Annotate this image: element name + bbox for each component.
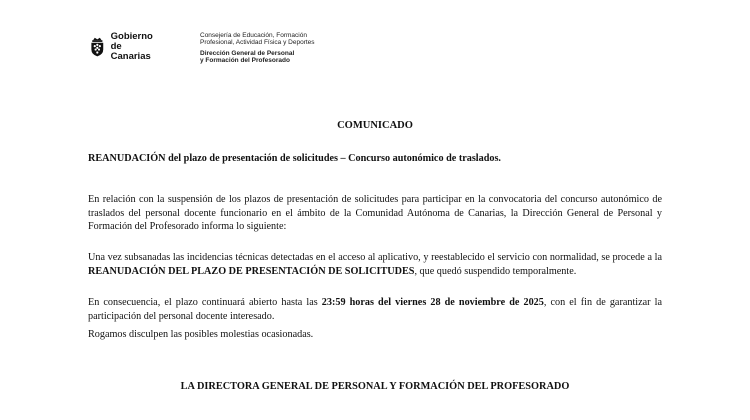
para2-bold: REANUDACIÓN DEL PLAZO DE PRESENTACIÓN DE SOLICITUDES [88, 265, 415, 277]
logo-line-2: de Canarias [110, 41, 151, 62]
subject-line: REANUDACIÓN del plazo de presentación de solicitudes – Concurso autonómico de traslados. [88, 153, 501, 164]
signature-line: LA DIRECTORA GENERAL DE PERSONAL Y FORMACIÓN DEL PROFESORADO [180, 381, 570, 392]
logo-line-1: Gobierno [110, 31, 153, 42]
dept-line-3: Dirección General de Personal [200, 49, 295, 57]
para3-text-1: En consecuencia, el plazo continuará abierto hasta las [88, 297, 322, 308]
dept-line-2: Profesional, Actividad Física y Deportes [200, 39, 315, 47]
dept-line-4: y Formación del Profesorado [200, 57, 290, 65]
paragraph-apology: Rogamos disculpen las posibles molestias ocasionadas. [88, 329, 314, 340]
paragraph-deadline [88, 296, 662, 323]
paragraph-resumption [88, 251, 662, 278]
para2-text-2: , que quedó suspendido temporalmente. [414, 265, 577, 277]
canarias-coat-of-arms-icon [88, 35, 107, 59]
para3-text-2: , con el fin de garantizar la participación del personal docente interesado. [88, 297, 662, 322]
logo-wordmark [111, 32, 157, 62]
gobierno-canarias-logo [88, 32, 156, 62]
department-block [200, 32, 460, 65]
para3-bold: 23:59 horas del viernes 28 de noviembre de 2025 [321, 297, 544, 308]
dept-line-1: Consejería de Educación, Formación [200, 32, 307, 39]
document-title: COMUNICADO [337, 120, 413, 131]
paragraph-intro: En relación con la suspensión de los plazos de presentación de solicitudes para participar en la convocatoria del concurso autonómico de traslados del personal docente funcionario en el ámbito de la Comunidad Autónoma de Canarias, la Dirección General de Personal y Formación del Profesorado informa lo siguiente: [88, 194, 662, 233]
para2-text-1: Una vez subsanadas las incidencias técnicas detectadas en el acceso al aplicativo, y reestablecido el servicio con normalidad, se procede a la [88, 252, 662, 263]
